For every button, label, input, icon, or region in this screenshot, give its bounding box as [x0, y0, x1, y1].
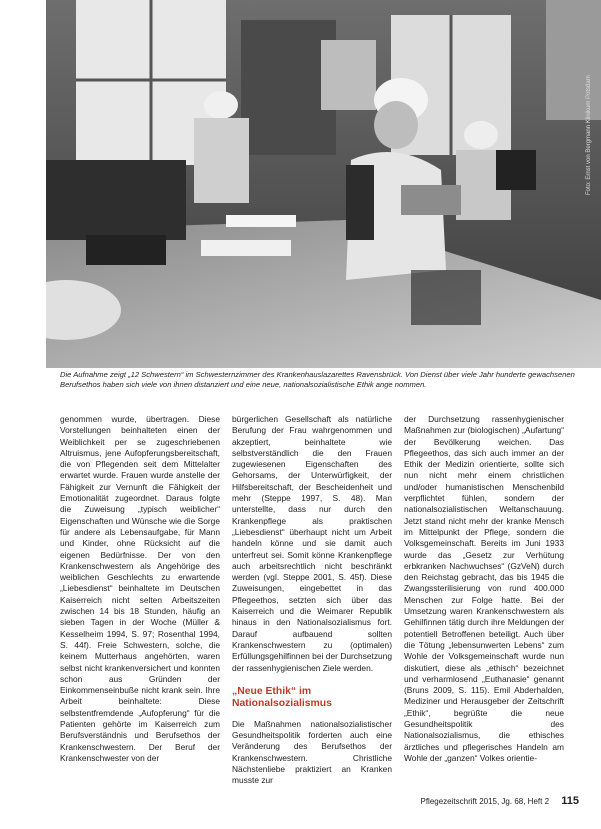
page-footer [421, 795, 580, 807]
paragraph: der Durchsetzung rassenhygienischer Maßnahmen zur (biologischen) „Aufartung“ der Bevölkerung weichen. Das Pflegeethos, das sich auch immer an der Ethik der Medizin orientierte, sollte sich nun nicht mehr einem christlichen und/oder humanistischen Menschenbild verpflichtet fühlen, sondern der nationalsozialistischen Weltanschauung. Jetzt stand nicht mehr der kranke Mensch im Mittelpunkt der Pflege, sondern die Volksgemeinschaft. Bereits im Juni 1933 wurde das „Gesetz zur Verhütung erbkranken Nachwuchses“ (GzVeN) durch den Reichstag gebracht, das bis 1945 die Zwangssterilisierung von rund 400.000 Menschen zur Folge hatte. Bei der Umsetzung waren Krankenschwestern als Gehilfinnen tätig durch ihre Meldungen der potentiell Betroffenen beteiligt. Auch über die Tötung „lebensunwerten Lebens“ zum Wohle der Volksgemeinschaft wurde nun diskutiert, diese als „ethisch“ bezeichnet und verharmlosend „Euthanasie“ genannt (Bruns 2009, S. 115). Emil Abderhalden, Mediziner und Herausgeber der Zeitschrift „Ethik“, begrüßte die neue Gesundheitspolitik des Nationalsozialismus, die ethisches ärztliches und pflegerisches Handeln am Wohle der „ganzen“ Volkes orientie- [404, 414, 564, 763]
paragraph: Die Maßnahmen nationalsozialistischer Gesundheitspolitik forderten auch eine Veränderung des Berufsethos der Krankenschwestern. Christliche Nächstenliebe praktiziert an Kranken musste zur [232, 718, 392, 786]
paragraph: genommen wurde, übertragen. Diese Vorstellungen beinhalteten einen der Weiblichkeit per se zugeschriebenen Altruismus, jene Aufopferungsbereitschaft, die von Pflegenden seit dem Mittelalter erwartet wurde. Frauen wurde anstelle der Fähigkeit zur Vernunft die Fähigkeit der Emotionalität zugeordnet. Daraus folgte die Zuweisung „typisch weiblicher“ Eigenschaften und Wünsche wie die Sorge für andere als Lebensaufgabe, für Mann und Kinder, ohne Rücksicht auf die eigenen Bedürfnisse. Der von den Krankenschwestern als Angehörige des weiblichen Geschlechts zu erwartende „Liebesdienst“ beinhaltete im Deutschen Kaiserreich nicht selten Arbeitszeiten zwischen 14 bis 18 Stunden, häufig an sieben Tagen in der Woche (Müller & Kesselheim 1994, S. 97; Rosenthal 1994, S. 44f). Freie Schwestern, solche, die keinem Mutterhaus angehörten, waren selbst nicht krankenversichert und konnten schon aus Gründen der Einkommenseinbuße nicht krank sein. Ihre Arbeit beinhaltete: Diese selbstentfremdende „Aufopferung“ für die Patienten gehörte im Kaiserreich zum Berufsverständnis und Berufsethos der Krankenschwestern. Der Beruf der Krankenschwester von der [60, 414, 220, 763]
text-column-1 [60, 414, 220, 764]
text-column-3 [404, 414, 564, 764]
page-number: 115 [561, 795, 579, 807]
journal-reference: Pflegezeitschrift 2015, Jg. 68, Heft 2 [420, 797, 550, 806]
nurses-office-photo [46, 0, 601, 368]
archival-photograph [46, 0, 601, 368]
section-heading: „Neue Ethik“ im Nationalsozialismus [232, 685, 332, 710]
photo-credit: Foto: Ernst von Bergmann Klinikum Potsdam [586, 75, 592, 195]
text-column-2 [232, 414, 392, 787]
photo-caption: Die Aufnahme zeigt „12 Schwestern“ im Schwesternzimmer des Krankenhauslazarettes Ravensbrück. Von Dienst über viele Jahr hunderte gewachsenen Berufsethos haben sich viele von ihnen distanziert und eine neue, nationalsozialistische Ethik ange nommen. [60, 370, 575, 390]
paragraph: bürgerlichen Gesellschaft als natürliche Berufung der Frau wahrgenommen und akzeptiert, beinhaltete wie selbstverständlich die den Frauen zugewiesenen Eigenschaften des Gehorsams, der Unterwürfigkeit, der Hilfsbereitschaft, der Bescheidenheit und mehr (Steppe 1997, S. 48). Man unterstellte, dass nur durch den Krankenpflege als praktischen „Liebesdienst“ überhaupt nicht um Arbeit handeln könne und sie damit auch unterfreut sei. Somit könne Krankenpflege auch arbeitsrechtlich nicht beschränkt werden (vgl. Steppe 2001, S. 45f). Diese Zuweisungen, eingebettet in das Pflegeethos, setzten sich über das Kaiserreich und die Weimarer Republik hinaus in den Nationalsozialismus fort. Darauf aufbauend sollten Krankenschwestern zu (optimalen) Erfüllungsgehilfinnen bei der Durchsetzung der rassenhygienischen Ziele werden. [232, 414, 392, 673]
